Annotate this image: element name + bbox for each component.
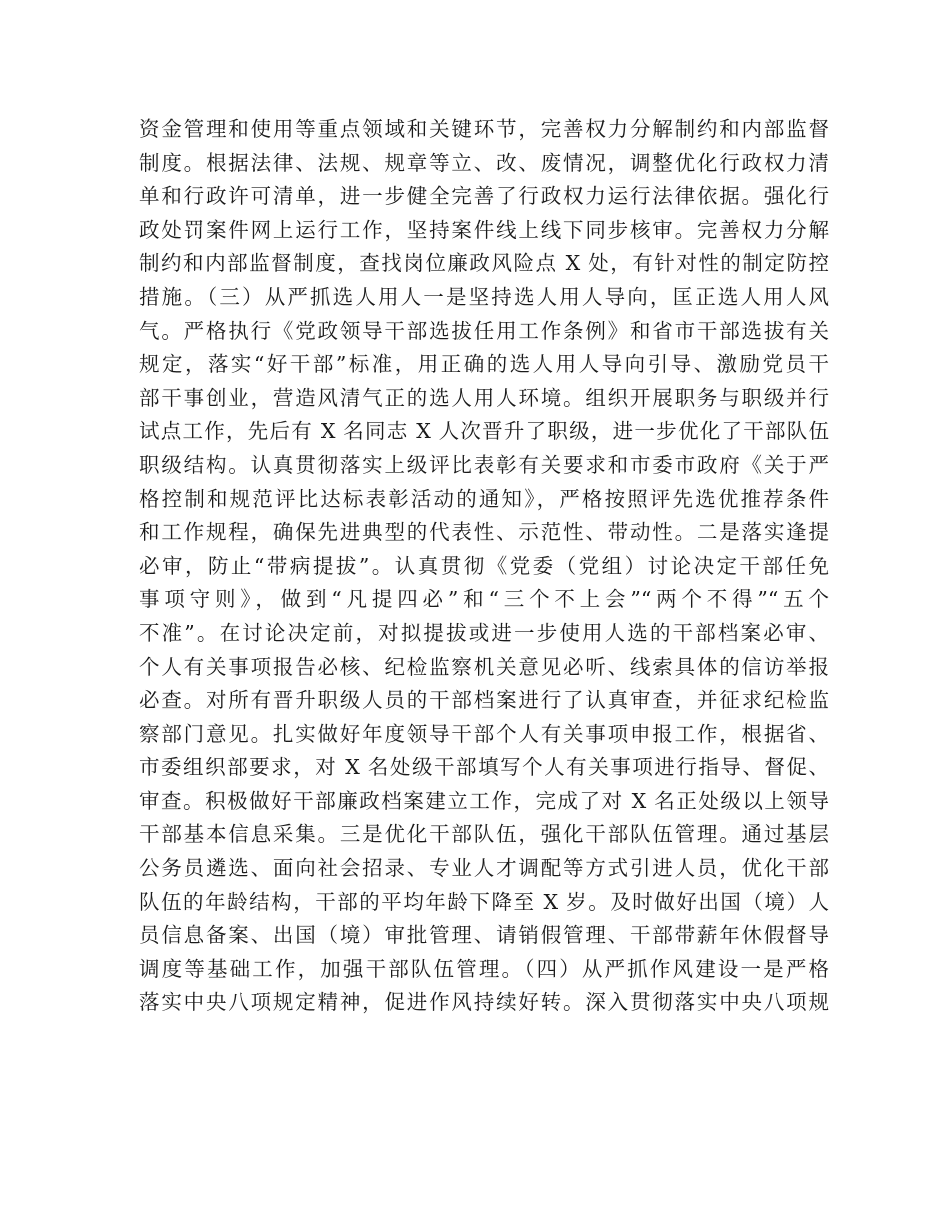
text-line: 队伍的年龄结构，干部的平均年龄下降至 X 岁。及时做好出国（境）人 [139, 889, 829, 914]
text-line: 干部基本信息采集。三是优化干部队伍，强化干部队伍管理。通过基层 [139, 822, 829, 847]
text-line: 规定，落实“好干部”标准，用正确的选人用人导向引导、激励党员干 [139, 352, 829, 377]
text-line: 员信息备案、出国（境）审批管理、请销假管理、干部带薪年休假督导 [139, 923, 829, 948]
text-line: 部干事创业，营造风清气正的选人用人环境。组织开展职务与职级并行 [139, 385, 829, 410]
text-line: 制度。根据法律、法规、规章等立、改、废情况，调整优化行政权力清 [139, 150, 829, 175]
text-line: 单和行政许可清单，进一步健全完善了行政权力运行法律依据。强化行 [139, 184, 829, 209]
text-line: 资金管理和使用等重点领域和关键环节，完善权力分解制约和内部监督 [139, 117, 829, 141]
text-line: 职级结构。认真贯彻落实上级评比表彰有关要求和市委市政府《关于严 [139, 452, 829, 477]
text-line: 调度等基础工作，加强干部队伍管理。（四）从严抓作风建设一是严格 [139, 956, 829, 981]
text-line: 不准”。在讨论决定前，对拟提拔或进一步使用人选的干部档案必审、 [139, 620, 829, 645]
text-line: 事项守则》，做到“凡提四必”和“三个不上会”“两个不得”“五个 [139, 587, 829, 612]
text-line: 政处罚案件网上运行工作，坚持案件线上线下同步核审。完善权力分解 [139, 217, 829, 242]
text-line: 试点工作，先后有 X 名同志 X 人次晋升了职级，进一步优化了干部队伍 [139, 419, 829, 444]
text-line: 必查。对所有晋升职级人员的干部档案进行了认真审查，并征求纪检监 [139, 688, 829, 713]
text-line: 察部门意见。扎实做好年度领导干部个人有关事项申报工作，根据省、 [139, 721, 829, 746]
text-line: 落实中央八项规定精神，促进作风持续好转。深入贯彻落实中央八项规 [139, 990, 829, 1015]
text-line: 个人有关事项报告必核、纪检监察机关意见必听、线索具体的信访举报 [139, 654, 829, 679]
text-line: 市委组织部要求，对 X 名处级干部填写个人有关事项进行指导、督促、 [139, 755, 829, 780]
text-line: 措施。（三）从严抓选人用人一是坚持选人用人导向，匡正选人用人风 [139, 284, 829, 309]
text-line: 制约和内部监督制度，查找岗位廉政风险点 X 处，有针对性的制定防控 [139, 251, 829, 276]
text-line: 审查。积极做好干部廉政档案建立工作，完成了对 X 名正处级以上领导 [139, 788, 829, 813]
text-line: 格控制和规范评比达标表彰活动的通知》，严格按照评先选优推荐条件 [139, 486, 829, 511]
text-line: 气。严格执行《党政领导干部选拔任用工作条例》和省市干部选拔有关 [139, 318, 829, 343]
text-line: 和工作规程，确保先进典型的代表性、示范性、带动性。二是落实逢提 [139, 520, 829, 545]
body-text [139, 113, 829, 1020]
text-line: 公务员遴选、面向社会招录、专业人才调配等方式引进人员，优化干部 [139, 856, 829, 881]
text-line: 必审，防止“带病提拔”。认真贯彻《党委（党组）讨论决定干部任免 [139, 553, 829, 578]
